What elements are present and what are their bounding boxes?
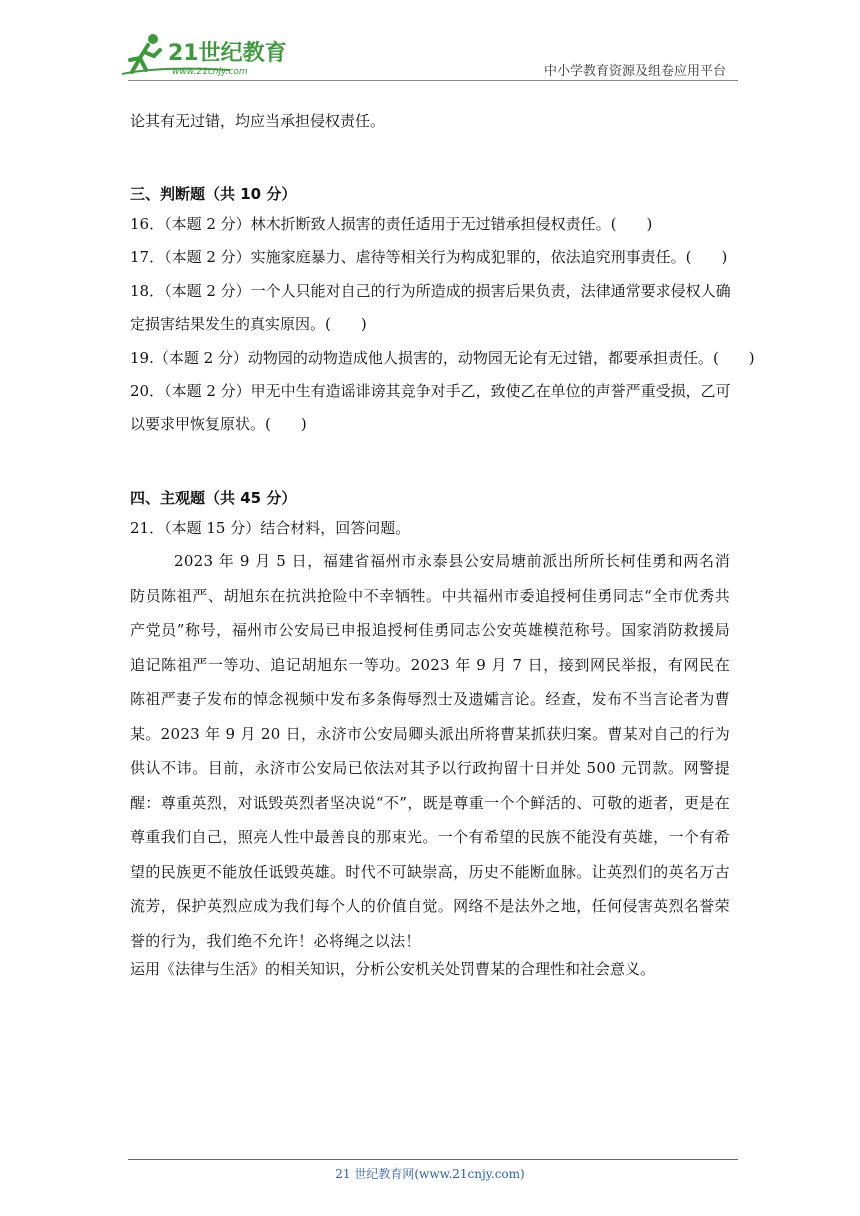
question-18-line-2: 定损害结果发生的真实原因。( ) [130, 315, 367, 333]
header-divider [128, 80, 738, 81]
question-21-material: 2023 年 9 月 5 日，福建省福州市永泰县公安局塘前派出所所长柯佳勇和两名消防员陈祖严、胡旭东在抗洪抢险中不幸牺牲。中共福州市委追授柯佳勇同志“全市优秀共产党员”称号，福州市公安局已申报追授柯佳勇同志公安英雄模范称号。国家消防救援局追记陈祖严一等功、追记胡旭东一等功。2023 年 9 月 7 日，接到网民举报，有网民在陈祖严妻子发布的悼念视频中发布多条侮辱烈士及遗孀言论。经查，发布不当言论者为曹某。2023 年 9 月 20 日，永济市公安局卿头派出所将曹某抓获归案。曹某对自己的行为供认不讳。目前，永济市公安局已依法对其予以行政拘留十日并处 500 元罚款。网警提醒：尊重英烈，对诋毁英烈者坚决说“不”，既是尊重一个个鲜活的、可敬的逝者，更是在尊重我们自己，照亮人性中最善良的那束光。一个有希望的民族不能没有英雄，一个有希望的民族更不能放任诋毁英雄。时代不可缺崇高，历史不能断血脉。让英烈们的英名万古流芳，保护英烈应成为我们每个人的价值自觉。网络不是法外之地，任何侵害英烈名誉荣誉的行为，我们绝不允许！必将绳之以法！ [130, 552, 730, 950]
page-header [0, 0, 860, 85]
question-21-title: 21．（本题 15 分）结合材料，回答问题。 [130, 519, 411, 537]
question-19: 19.（本题 2 分）动物园的动物造成他人损害的，动物园无论有无过错，都要承担责任。( ) [130, 349, 755, 367]
question-20-line-2: 以要求甲恢复原状。( ) [130, 415, 307, 433]
question-18-line-1: 18．（本题 2 分）一个人只能对自己的行为所造成的损害后果负责，法律通常要求侵权人确 [130, 282, 731, 300]
svg-text:www.21cnjy.com: www.21cnjy.com [172, 67, 248, 77]
question-16: 16．（本题 2 分）林木折断致人损害的责任适用于无过错承担侵权责任。( ) [130, 215, 653, 233]
question-21-prompt: 运用《法律与生活》的相关知识，分析公安机关处罚曹某的合理性和社会意义。 [130, 960, 656, 978]
footer-text: 21 世纪教育网(www.21cnjy.com) [335, 1167, 525, 1181]
section-3-heading: 三、判断题（共 10 分） [130, 185, 297, 203]
site-title: 中小学教育资源及组卷应用平台 [543, 64, 726, 79]
question-20-line-1: 20．（本题 2 分）甲无中生有造谣诽谤其竞争对手乙，致使乙在单位的声誉严重受损，乙可 [130, 382, 731, 400]
site-logo [120, 30, 290, 80]
svg-text:21世纪教育: 21世纪教育 [168, 41, 287, 66]
continued-text: 论其有无过错，均应当承担侵权责任。 [130, 112, 386, 130]
footer-divider [128, 1159, 738, 1160]
question-17: 17．（本题 2 分）实施家庭暴力、虐待等相关行为构成犯罪的，依法追究刑事责任。( ) [130, 248, 728, 266]
section-4-heading: 四、主观题（共 45 分） [130, 489, 297, 507]
